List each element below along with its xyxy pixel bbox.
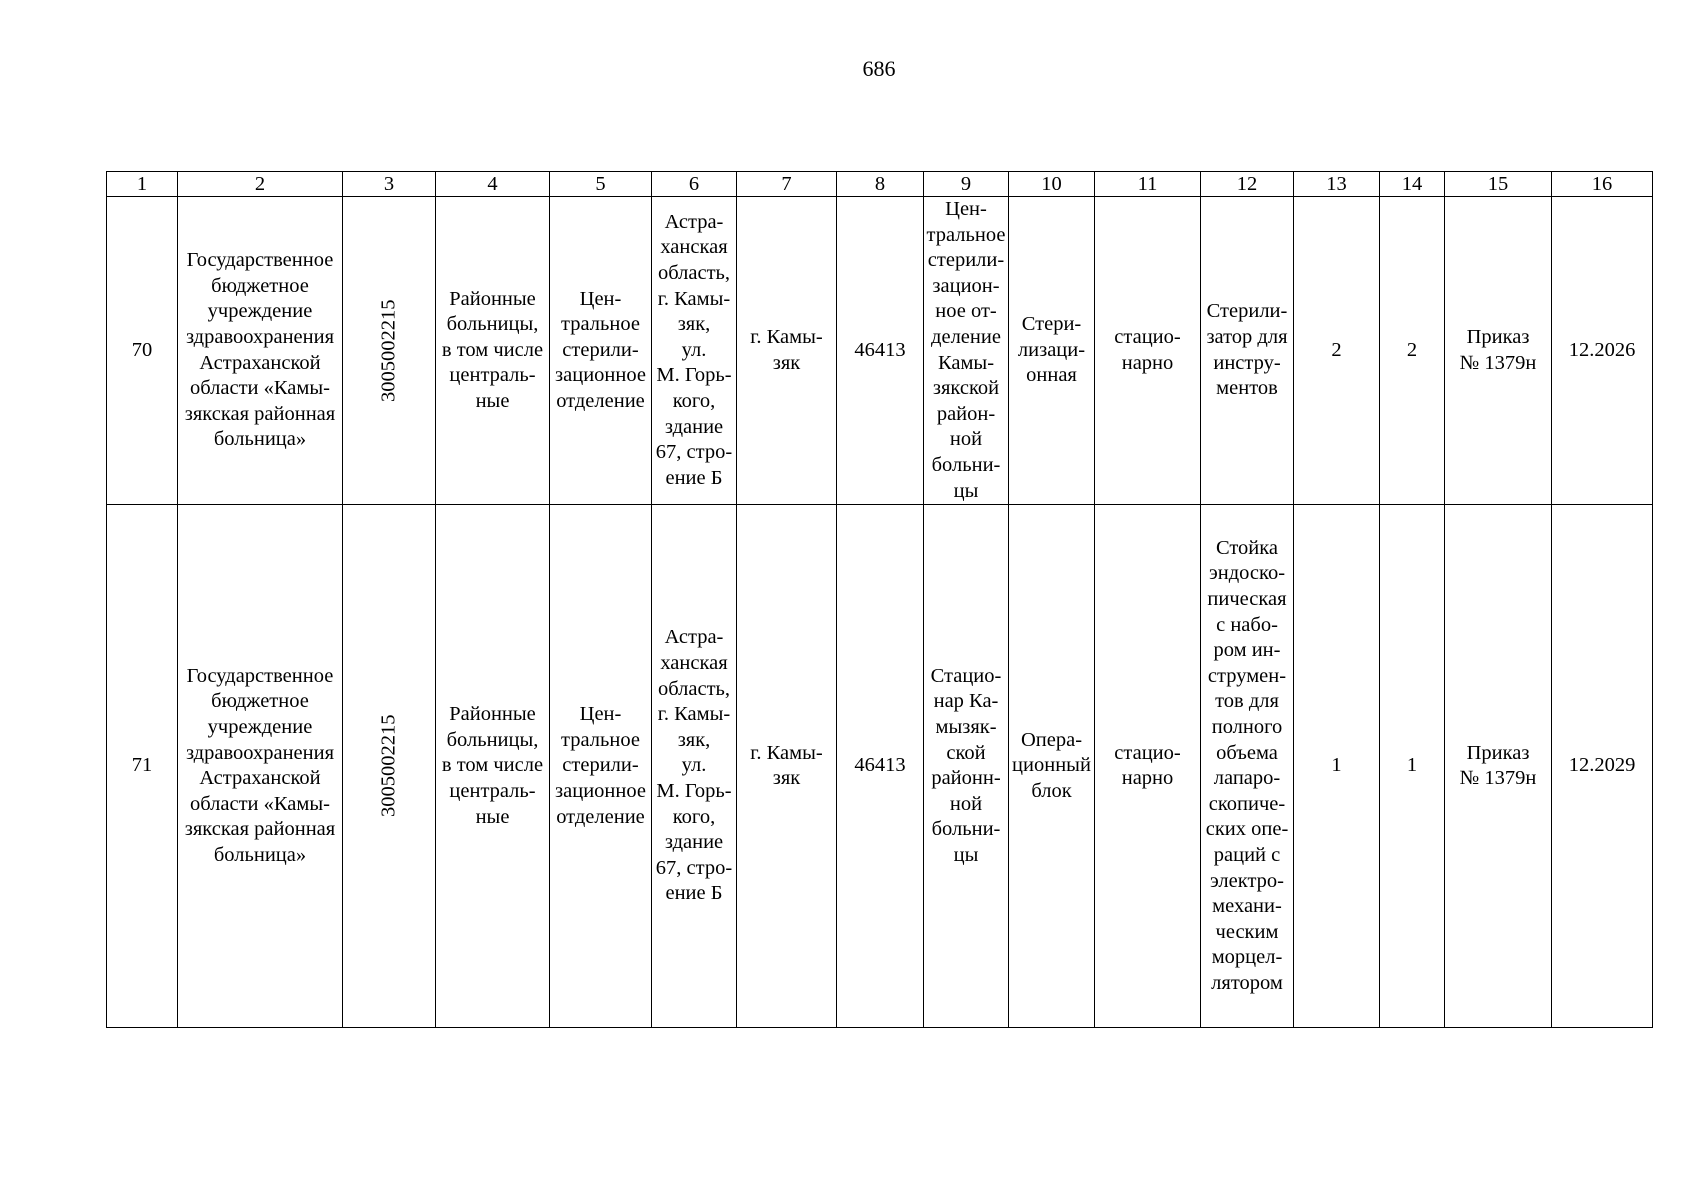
organization-cell: Государственное бюджетное учреждение здравоохранения Астраханской области «Камы- зякская районная больница» bbox=[178, 505, 343, 1028]
quantity-cell: 1 bbox=[1380, 505, 1445, 1028]
column-header: 11 bbox=[1095, 172, 1201, 197]
code-cell: 3005002215 bbox=[343, 505, 436, 1028]
code-cell: 3005002215 bbox=[343, 197, 436, 505]
column-header: 6 bbox=[652, 172, 737, 197]
oktmo-cell: 46413 bbox=[837, 197, 924, 505]
facility-type-cell: Районные больницы, в том числе централь- ные bbox=[436, 505, 550, 1028]
column-header: 1 bbox=[107, 172, 178, 197]
unit-cell: Цен- тральное стерили- зацион- ное от- деление Камы- зякской район- ной больни- цы bbox=[924, 197, 1009, 505]
column-header: 9 bbox=[924, 172, 1009, 197]
row-number-cell: 70 bbox=[107, 197, 178, 505]
table-row bbox=[107, 197, 1653, 505]
page-number: 686 bbox=[862, 56, 896, 81]
column-header: 8 bbox=[837, 172, 924, 197]
city-cell: г. Камы- зяк bbox=[737, 505, 837, 1028]
equipment-registry-table bbox=[106, 171, 1653, 1028]
column-header: 15 bbox=[1445, 172, 1552, 197]
unit-cell: Стацио- нар Ка- мызяк- ской районн- ной больни- цы bbox=[924, 505, 1009, 1028]
column-header: 16 bbox=[1552, 172, 1653, 197]
equipment-cell: Стойка эндоско- пическая с набо- ром ин- струмен- тов для полного объема лапаро- скопиче- ских опе- раций с электро- механи- ческим морцел- лятором bbox=[1201, 505, 1294, 1028]
column-header: 14 bbox=[1380, 172, 1445, 197]
room-cell: Стери- лизаци- онная bbox=[1009, 197, 1095, 505]
organization-cell: Государственное бюджетное учреждение здравоохранения Астраханской области «Камы- зякская районная больница» bbox=[178, 197, 343, 505]
quantity-cell: 2 bbox=[1294, 197, 1380, 505]
quantity-cell: 2 bbox=[1380, 197, 1445, 505]
department-cell: Цен- тральное стерили- зационное отделение bbox=[550, 197, 652, 505]
row-number-cell: 71 bbox=[107, 505, 178, 1028]
quantity-cell: 1 bbox=[1294, 505, 1380, 1028]
column-header: 4 bbox=[436, 172, 550, 197]
department-cell: Цен- тральное стерили- зационное отделение bbox=[550, 505, 652, 1028]
column-header: 13 bbox=[1294, 172, 1380, 197]
column-header: 10 bbox=[1009, 172, 1095, 197]
facility-type-cell: Районные больницы, в том числе централь- ные bbox=[436, 197, 550, 505]
column-header: 2 bbox=[178, 172, 343, 197]
date-cell: 12.2026 bbox=[1552, 197, 1653, 505]
oktmo-cell: 46413 bbox=[837, 505, 924, 1028]
column-header: 3 bbox=[343, 172, 436, 197]
column-header: 7 bbox=[737, 172, 837, 197]
address-cell: Астра- ханская область, г. Камы- зяк, ул. М. Горь- кого, здание 67, стро- ение Б bbox=[652, 197, 737, 505]
order-cell: Приказ № 1379н bbox=[1445, 505, 1552, 1028]
mode-cell: стацио- нарно bbox=[1095, 505, 1201, 1028]
order-cell: Приказ № 1379н bbox=[1445, 197, 1552, 505]
column-number-row bbox=[107, 172, 1653, 197]
column-header: 5 bbox=[550, 172, 652, 197]
table-row bbox=[107, 505, 1653, 1028]
mode-cell: стацио- нарно bbox=[1095, 197, 1201, 505]
equipment-cell: Стерили- затор для инстру- ментов bbox=[1201, 197, 1294, 505]
column-header: 12 bbox=[1201, 172, 1294, 197]
city-cell: г. Камы- зяк bbox=[737, 197, 837, 505]
address-cell: Астра- ханская область, г. Камы- зяк, ул. М. Горь- кого, здание 67, стро- ение Б bbox=[652, 505, 737, 1028]
room-cell: Опера- ционный блок bbox=[1009, 505, 1095, 1028]
date-cell: 12.2029 bbox=[1552, 505, 1653, 1028]
